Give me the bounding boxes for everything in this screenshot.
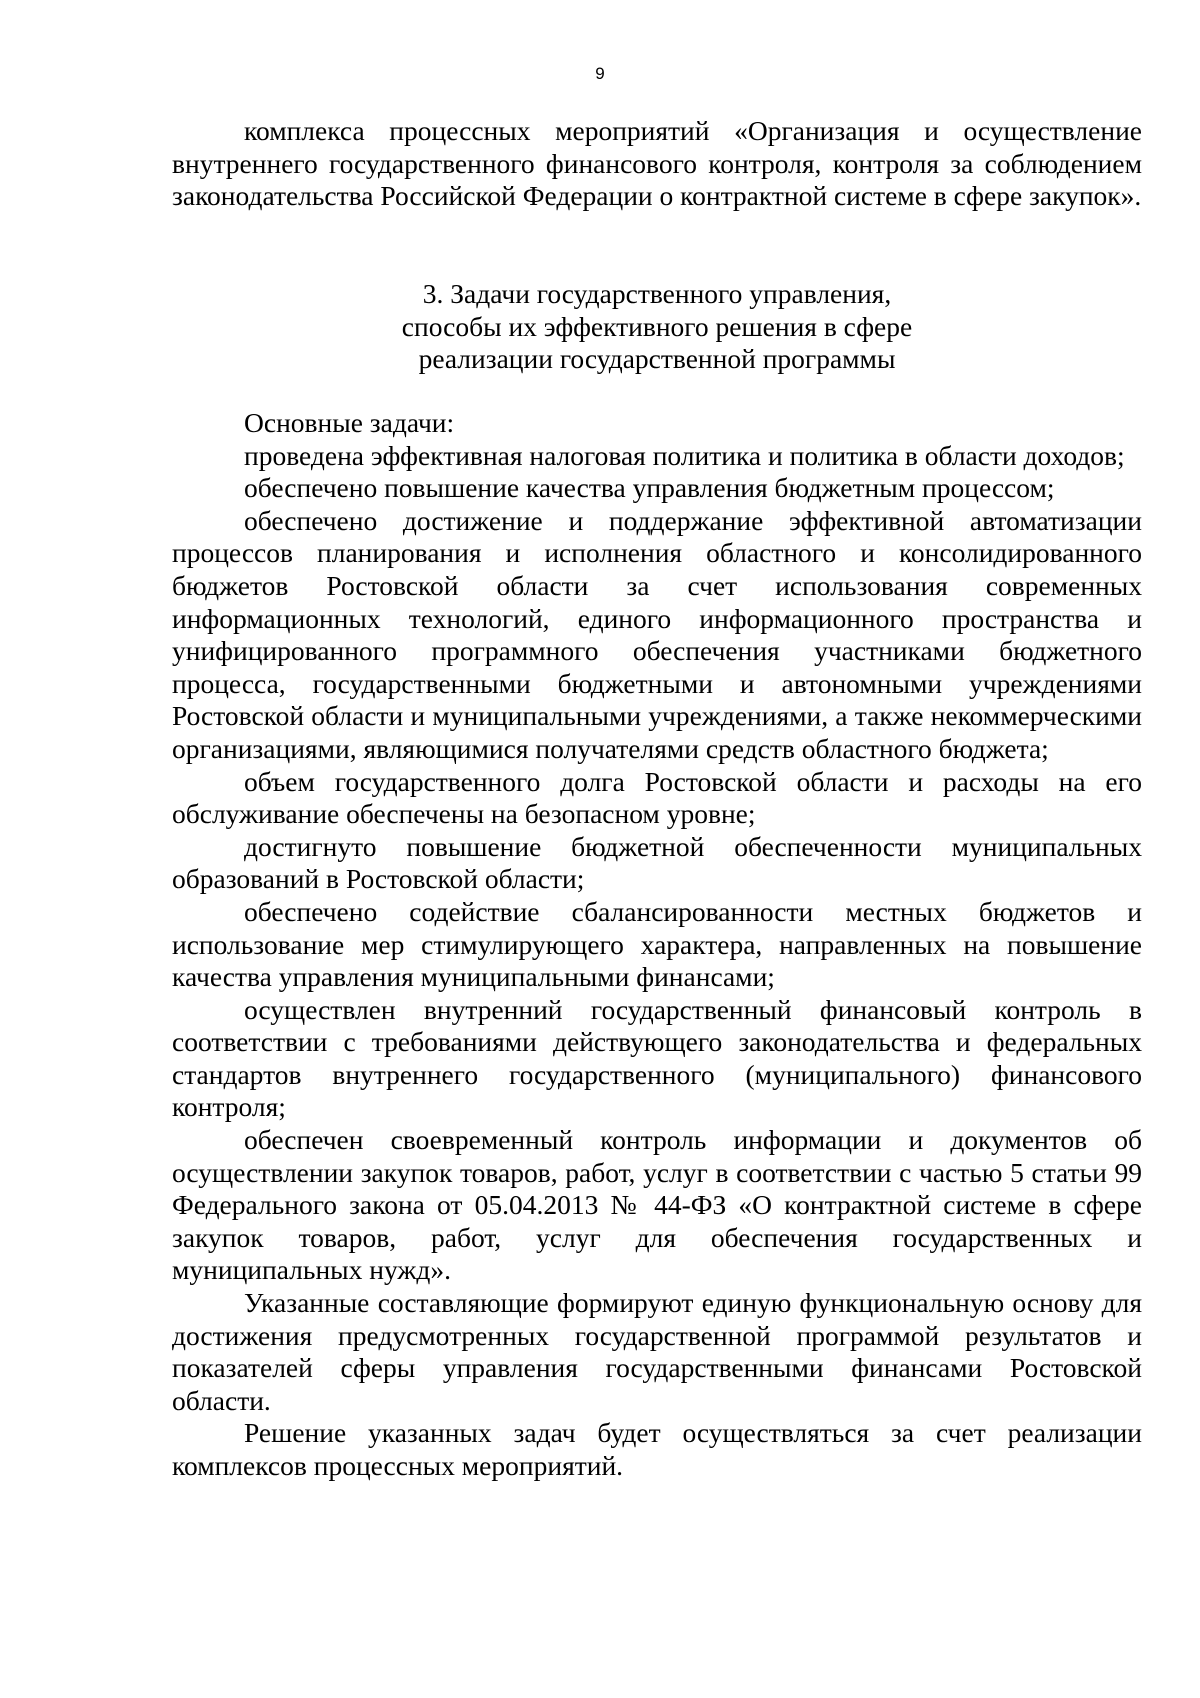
intro-paragraph: комплекса процессных мероприятий «Организация и осуществление внутреннего государственного финансового контроля, контроля за соблюдением законодательства Российской Федерации о контрактной системе в сфере закупок». (172, 115, 1142, 212)
paragraph-procurement-control: обеспечен своевременный контроль информации и документов об осуществлении закупок товаров, работ, услуг в соответствии с частью 5 статьи 99 Федерального закона от 05.04.2013 № 44-ФЗ «О контрактной системе в сфере закупок товаров, работ, услуг для обеспечения государственных и муниципальных нужд». (172, 1124, 1142, 1286)
paragraph-components-summary: Указанные составляющие формируют единую функциональную основу для достижения предусмотренных государственной программой результатов и показателей сферы управления государственными финансами Ростовской области. (172, 1287, 1142, 1416)
paragraph-automation: обеспечено достижение и поддержание эффективной автоматизации процессов планирования и исполнения областного и консолидированного бюджетов Ростовской области за счет использования современных информационных технологий, единого информационного пространства и унифицированного программного обеспечения участниками бюджетного процесса, государственными бюджетными и автономными учреждениями Ростовской области и муниципальными учреждениями, а также некоммерческими организациями, являющимися получателями средств областного бюджета; (172, 504, 1142, 764)
tasks-text-block (172, 407, 1142, 1483)
paragraph-municipal-provision: достигнуто повышение бюджетной обеспеченности муниципальных образований в Ростовской области; (172, 830, 1142, 895)
section-heading-line-3: реализации государственной программы (418, 343, 896, 375)
paragraph-local-budgets: обеспечено содействие сбалансированности местных бюджетов и использование мер стимулирующего характера, направленных на повышение качества управления муниципальными финансами; (172, 895, 1142, 993)
paragraph-budget-process: обеспечено повышение качества управления бюджетным процессом; (244, 472, 1055, 504)
section-heading-line-2: способы их эффективного решения в сфере (401, 310, 913, 342)
page-number: 9 (595, 64, 605, 83)
section-heading-line-1: 3. Задачи государственного управления, (422, 278, 892, 309)
intro-text-block (172, 115, 1142, 213)
paragraph-tasks-solution: Решение указанных задач будет осуществляться за счет реализации комплексов процессных мероприятий. (172, 1417, 1142, 1481)
section-heading (172, 278, 1142, 376)
paragraph-state-debt: объем государственного долга Ростовской области и расходы на его обслуживание обеспечены на безопасном уровне; (172, 765, 1142, 830)
paragraph-financial-control: осуществлен внутренний государственный финансовый контроль в соответствии с требованиями действующего законодательства и федеральных стандартов внутреннего государственного (муниципального) финансового контроля; (172, 993, 1142, 1123)
paragraph-main-tasks-label: Основные задачи: (244, 407, 455, 438)
paragraph-tax-policy: проведена эффективная налоговая политика и политика в области доходов; (244, 439, 1125, 471)
